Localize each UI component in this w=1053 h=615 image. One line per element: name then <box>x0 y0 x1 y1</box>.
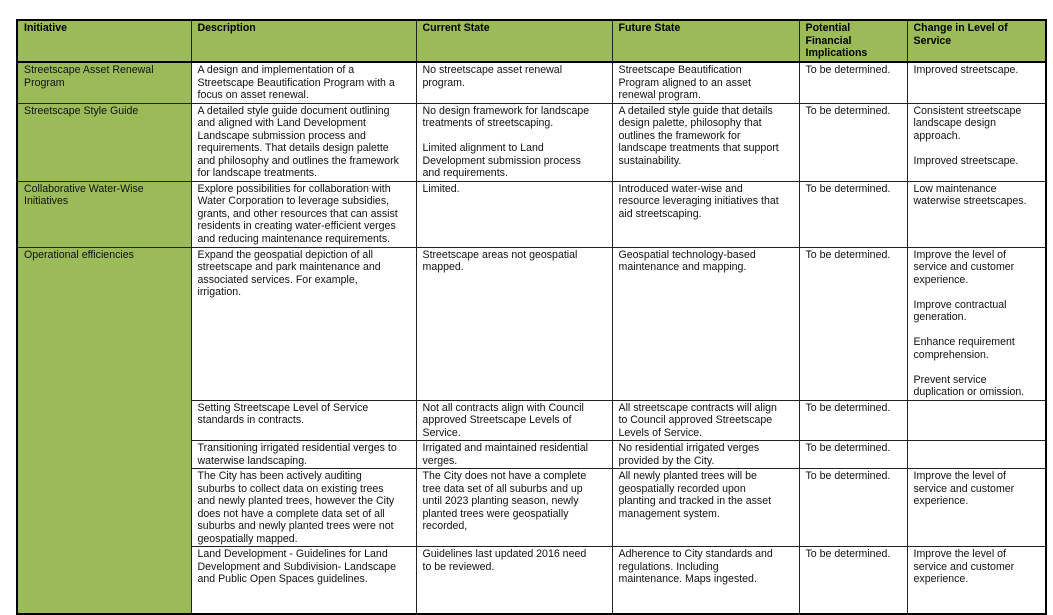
description-cell: Transitioning irrigated residential verges to waterwise landscaping. <box>191 441 416 469</box>
financial-cell: To be determined. <box>799 181 907 247</box>
service-cell: Improved streetscape. <box>907 62 1046 103</box>
financial-cell: To be determined. <box>799 547 907 615</box>
description-cell: Land Development - Guidelines for Land Development and Subdivision- Landscape and Public Open Spaces guidelines. <box>191 547 416 615</box>
service-cell: Improve the level of service and customer experience. <box>907 547 1046 615</box>
future-state-cell: All newly planted trees will be geospatially recorded upon planting and tracked in the asset management system. <box>612 469 799 547</box>
initiatives-table <box>16 19 1047 615</box>
header-future-state: Future State <box>612 20 799 62</box>
future-state-cell: Introduced water-wise and resource leveraging initiatives that aid streetscaping. <box>612 181 799 247</box>
header-financial-implications: Potential Financial Implications <box>799 20 907 62</box>
service-cell: Consistent streetscape landscape design approach. Improved streetscape. <box>907 103 1046 181</box>
initiative-cell: Collaborative Water-Wise Initiatives <box>17 181 191 247</box>
financial-cell: To be determined. <box>799 400 907 441</box>
table-row <box>17 247 1046 400</box>
initiative-cell: Operational efficiencies <box>17 247 191 614</box>
future-state-cell: Streetscape Beautification Program aligned to an asset renewal program. <box>612 62 799 103</box>
current-state-cell: Not all contracts align with Council approved Streetscape Levels of Service. <box>416 400 612 441</box>
current-state-cell: Guidelines last updated 2016 need to be reviewed. <box>416 547 612 615</box>
service-cell: Improve the level of service and customer experience. Improve contractual generation. Enhance requirement comprehension. Prevent service duplication or omission. <box>907 247 1046 400</box>
current-state-cell: No design framework for landscape treatments of streetscaping. Limited alignment to Land Development submission process and requirements. <box>416 103 612 181</box>
table-row <box>17 62 1046 103</box>
description-cell: The City has been actively auditing suburbs to collect data on existing trees and newly planted trees, however the City does not have a complete data set of all suburbs and newly planted trees were not geospatially mapped. <box>191 469 416 547</box>
current-state-cell: The City does not have a complete tree data set of all suburbs and up until 2023 planting season, newly planted trees were geospatially recorded, <box>416 469 612 547</box>
description-cell: Setting Streetscape Level of Service standards in contracts. <box>191 400 416 441</box>
description-cell: A design and implementation of a Streetscape Beautification Program with a focus on asset renewal. <box>191 62 416 103</box>
initiative-cell: Streetscape Asset Renewal Program <box>17 62 191 103</box>
current-state-cell: Irrigated and maintained residential verges. <box>416 441 612 469</box>
header-description: Description <box>191 20 416 62</box>
header-current-state: Current State <box>416 20 612 62</box>
header-change-in-service: Change in Level of Service <box>907 20 1046 62</box>
future-state-cell: Geospatial technology-based maintenance and mapping. <box>612 247 799 400</box>
future-state-cell: A detailed style guide that details design palette, philosophy that outlines the framework for landscape treatments that support sustainability. <box>612 103 799 181</box>
future-state-cell: No residential irrigated verges provided by the City. <box>612 441 799 469</box>
financial-cell: To be determined. <box>799 469 907 547</box>
description-cell: Explore possibilities for collaboration with Water Corporation to leverage subsidies, grants, and other resources that can assist residents in creating water-efficient verges and reducing maintenance requirements. <box>191 181 416 247</box>
table-row <box>17 181 1046 247</box>
financial-cell: To be determined. <box>799 62 907 103</box>
financial-cell: To be determined. <box>799 247 907 400</box>
description-cell: A detailed style guide document outlining and aligned with Land Development Landscape submission process and requirements. That details design palette and philosophy and outlines the framework for landscape treatments. <box>191 103 416 181</box>
initiative-cell: Streetscape Style Guide <box>17 103 191 181</box>
current-state-cell: No streetscape asset renewal program. <box>416 62 612 103</box>
service-cell <box>907 441 1046 469</box>
service-cell <box>907 400 1046 441</box>
description-cell: Expand the geospatial depiction of all streetscape and park maintenance and associated services. For example, irrigation. <box>191 247 416 400</box>
future-state-cell: Adherence to City standards and regulations. Including maintenance. Maps ingested. <box>612 547 799 615</box>
header-initiative: Initiative <box>17 20 191 62</box>
financial-cell: To be determined. <box>799 103 907 181</box>
current-state-cell: Limited. <box>416 181 612 247</box>
header-row <box>17 20 1046 62</box>
future-state-cell: All streetscape contracts will align to Council approved Streetscape Levels of Service. <box>612 400 799 441</box>
financial-cell: To be determined. <box>799 441 907 469</box>
table-row <box>17 103 1046 181</box>
current-state-cell: Streetscape areas not geospatial mapped. <box>416 247 612 400</box>
service-cell: Improve the level of service and customer experience. <box>907 469 1046 547</box>
service-cell: Low maintenance waterwise streetscapes. <box>907 181 1046 247</box>
